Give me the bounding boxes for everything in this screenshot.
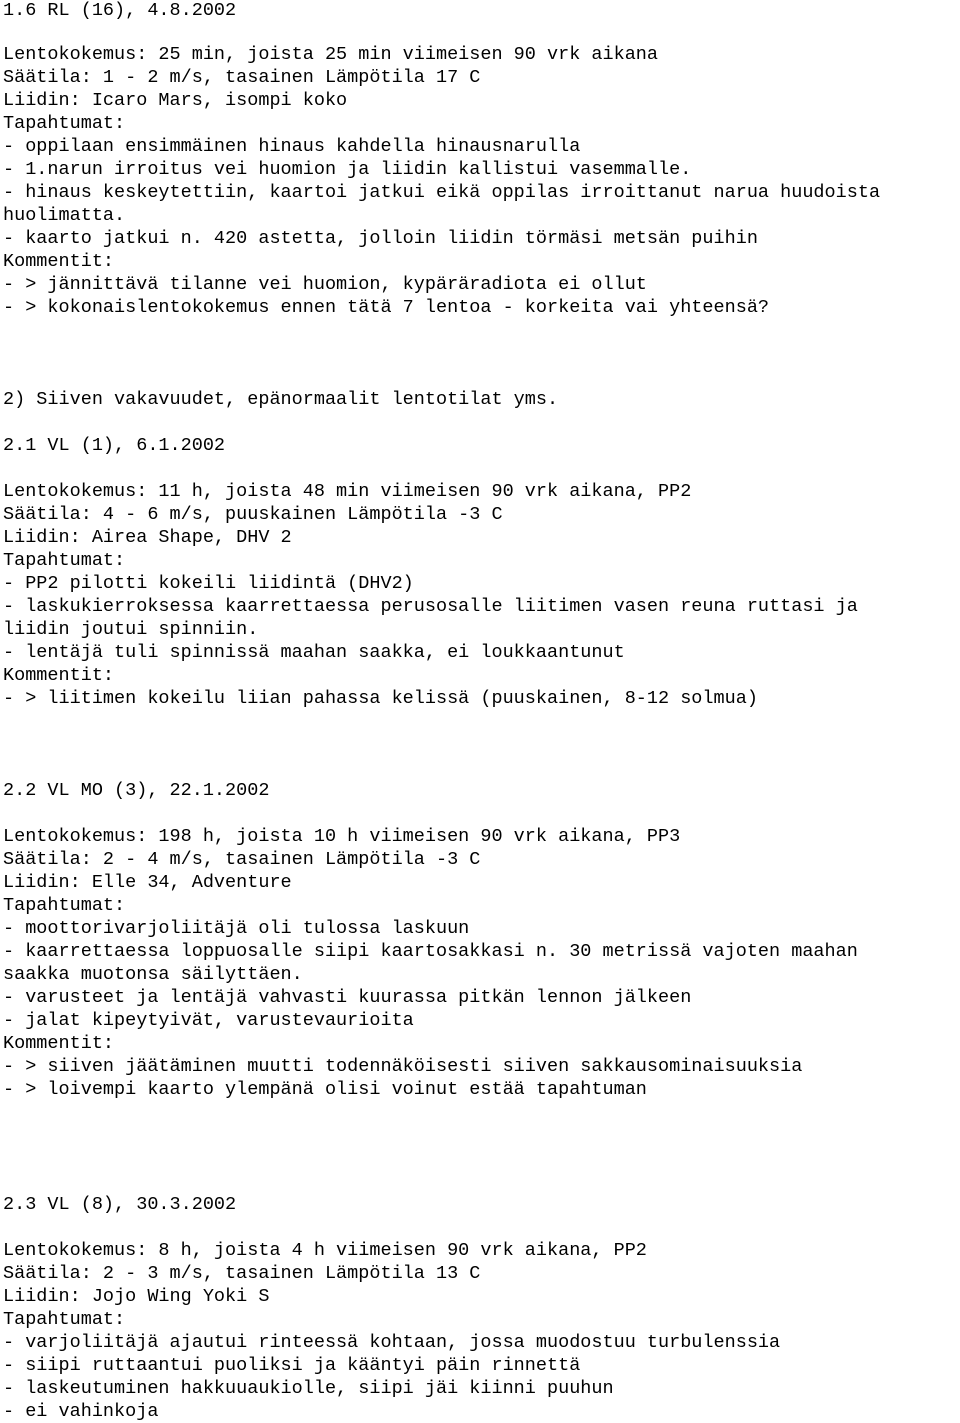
event-line: - kaarto jatkui n. 420 astetta, jolloin liidin törmäsi metsän puihin — [3, 228, 758, 249]
events-label: Tapahtumat: — [3, 1309, 126, 1330]
glider: Liidin: Icaro Mars, isompi koko — [3, 90, 348, 111]
event-line: - 1.narun irroitus vei huomion ja liidin kallistui vasemmalle. — [3, 159, 692, 180]
comments-label: Kommentit: — [3, 251, 115, 272]
event-line: - lentäjä tuli spinnissä maahan saakka, ei loukkaantunut — [3, 642, 625, 663]
event-line: - jalat kipeytyivät, varustevaurioita — [3, 1010, 414, 1031]
flight-experience: Lentokokemus: 11 h, joista 48 min viimeisen 90 vrk aikana, PP2 — [3, 481, 692, 502]
section-heading-2-1: 2.1 VL (1), 6.1.2002 — [3, 435, 226, 456]
section-heading-2-3: 2.3 VL (8), 30.3.2002 — [3, 1194, 237, 1215]
section-heading-1-6: 1.6 RL (16), 4.8.2002 — [3, 0, 237, 21]
event-line: - varjoliitäjä ajautui rinteessä kohtaan, jossa muodostuu turbulenssia — [3, 1332, 781, 1353]
event-line: - PP2 pilotti kokeili liidintä (DHV2) — [3, 573, 414, 594]
event-line: - laskukierroksessa kaarrettaessa perusosalle liitimen vasen reuna ruttasi ja — [3, 596, 858, 617]
event-line: - laskeutuminen hakkuuaukiolle, siipi jäi kiinni puuhun — [3, 1378, 614, 1399]
event-line: - oppilaan ensimmäinen hinaus kahdella hinausnarulla — [3, 136, 581, 157]
comment-line: - > siiven jäätäminen muutti todennäköisesti siiven sakkausominaisuuksia — [3, 1056, 803, 1077]
chapter-heading-2: 2) Siiven vakavuudet, epänormaalit lentotilat yms. — [3, 389, 559, 410]
events-label: Tapahtumat: — [3, 113, 126, 134]
comment-line: - > jännittävä tilanne vei huomion, kypäräradiota ei ollut — [3, 274, 647, 295]
weather: Säätila: 1 - 2 m/s, tasainen Lämpötila 17 C — [3, 67, 481, 88]
flight-experience: Lentokokemus: 198 h, joista 10 h viimeisen 90 vrk aikana, PP3 — [3, 826, 681, 847]
event-line: - siipi ruttaantui puoliksi ja kääntyi päin rinnettä — [3, 1355, 581, 1376]
glider: Liidin: Elle 34, Adventure — [3, 872, 292, 893]
comment-line: - > kokonaislentokokemus ennen tätä 7 lentoa - korkeita vai yhteensä? — [3, 297, 770, 318]
flight-experience: Lentokokemus: 8 h, joista 4 h viimeisen 90 vrk aikana, PP2 — [3, 1240, 647, 1261]
weather: Säätila: 2 - 3 m/s, tasainen Lämpötila 13 C — [3, 1263, 481, 1284]
event-line: - hinaus keskeytettiin, kaartoi jatkui eikä oppilas irroittanut narua huudoista — [3, 182, 881, 203]
event-line: saakka muotonsa säilyttäen. — [3, 964, 303, 985]
comments-label: Kommentit: — [3, 1033, 115, 1054]
event-line: liidin joutui spinniin. — [3, 619, 259, 640]
glider: Liidin: Airea Shape, DHV 2 — [3, 527, 292, 548]
comment-line: - > loivempi kaarto ylempänä olisi voinut estää tapahtuman — [3, 1079, 647, 1100]
events-label: Tapahtumat: — [3, 550, 126, 571]
event-line: - ei vahinkoja — [3, 1401, 159, 1422]
event-line: - moottorivarjoliitäjä oli tulossa laskuun — [3, 918, 470, 939]
event-line: huolimatta. — [3, 205, 126, 226]
flight-experience: Lentokokemus: 25 min, joista 25 min viimeisen 90 vrk aikana — [3, 44, 659, 65]
weather: Säätila: 2 - 4 m/s, tasainen Lämpötila -3 C — [3, 849, 481, 870]
comment-line: - > liitimen kokeilu liian pahassa kelissä (puuskainen, 8-12 solmua) — [3, 688, 758, 709]
event-line: - varusteet ja lentäjä vahvasti kuurassa pitkän lennon jälkeen — [3, 987, 692, 1008]
comments-label: Kommentit: — [3, 665, 115, 686]
event-line: - kaarrettaessa loppuosalle siipi kaartosakkasi n. 30 metrissä vajoten maahan — [3, 941, 858, 962]
section-heading-2-2: 2.2 VL MO (3), 22.1.2002 — [3, 780, 270, 801]
weather: Säätila: 4 - 6 m/s, puuskainen Lämpötila -3 C — [3, 504, 503, 525]
events-label: Tapahtumat: — [3, 895, 126, 916]
glider: Liidin: Jojo Wing Yoki S — [3, 1286, 270, 1307]
